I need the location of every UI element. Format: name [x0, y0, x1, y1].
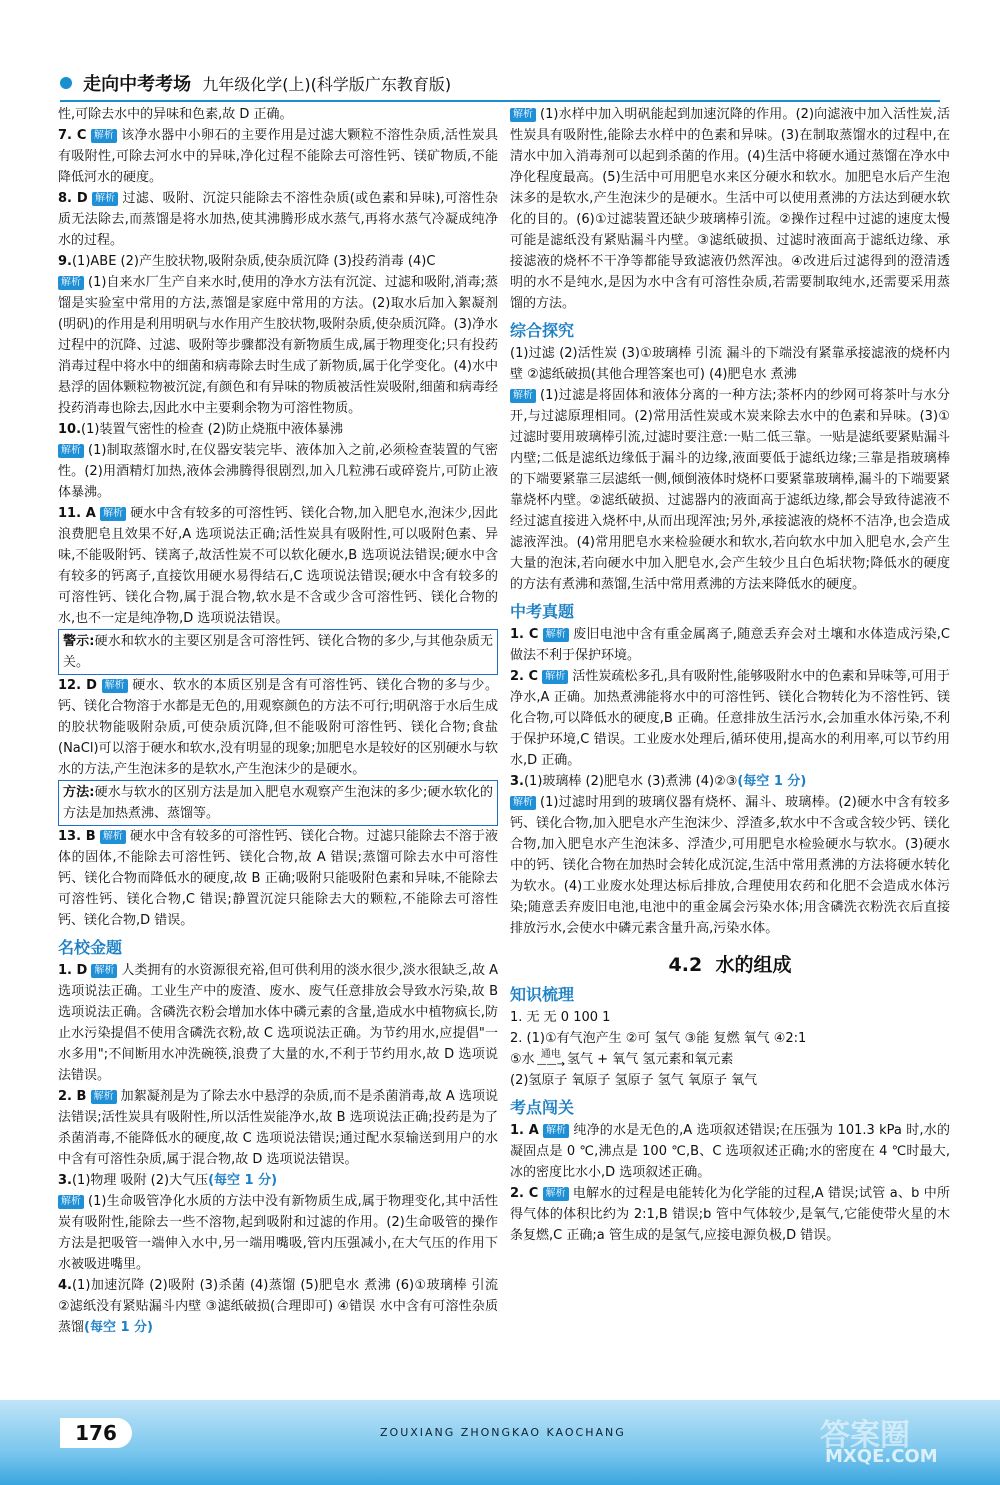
answer-zonghe: (1)过滤 (2)活性炭 (3)①玻璃棒 引流 漏斗的下端没有紧靠承接滤液的烧杯内壁 ②滤纸破损(其他合理答案也可) (4)肥皂水 煮沸	[510, 346, 950, 382]
knowledge-item-2: 2. (1)①有气泡产生 ②可 氢气 ③能 复燃 氧气 ④2:1	[510, 1031, 807, 1046]
analysis-tag: 解析	[543, 628, 569, 642]
analysis-z3: 解析 (1)过滤时用到的玻璃仪器有烧杯、漏斗、玻璃棒。(2)硬水中含有较多钙、镁化合物,加入肥皂水产生泡沫少、浮渣多,软水中不含或含较少钙、镁化合物,加入肥皂水产生泡沫多、浮渣少,可用肥皂水检验硬水与软水。(3)硬水中的钙、镁化合物在加热时会转化成沉淀,生活中常用煮沸的方法将硬水转化为软水。(4)工业废水处理达标后排放,合理使用农药和化肥不会造成水体污染;随意丢弃废旧电池,电池中的重金属会污染水体;用含磷洗衣粉洗衣后直接排放污水,会使水中磷元素含量升高,污染水体。	[510, 795, 950, 936]
answer-continuation: 性,可除去水中的异味和色素,故 D 正确。	[58, 107, 293, 122]
page-header	[60, 70, 490, 100]
answer-item-12: 12. D 解析 硬水、软水的本质区别是含有可溶性钙、镁化合物的多与少。钙、镁化合物溶于水都是无色的,用观察颜色的方法不可行;明矾溶于水后生成的胶状物能吸附杂质,可使杂质沉降,但不能吸附可溶性钙、镁化合物;食盐(NaCl)可以溶于硬水和软水,没有明显的现象;加肥皂水是较好的区别硬水与软水的方法,产生泡沫多的是软水,产生泡沫少的是硬水。	[58, 678, 498, 777]
knowledge-item-equation: ⑤水 通电 ——→ 氢气 + 氧气 氢元素和氧元素	[510, 1048, 734, 1070]
section-heading-zhishi: 知识梳理	[510, 985, 575, 1004]
answer-item-m1: 1. D 解析 人类拥有的水资源很充裕,但可供利用的淡水很少,淡水很缺乏,故 A 选项说法正确。工业生产中的废渣、废水、废气任意排放会导致水污染,故 B 选项说法正确。含磷洗衣粉会增加水体中磷元素的含量,造成水中植物疯长,防止水污染提倡不使用含磷洗衣粉,故 C 选项说法正确。为节约用水,应提倡"一水多用";不间断用水冲洗碗筷,浪费了大量的水,不利于节约用水,故 D 选项说法错误。	[58, 963, 498, 1083]
section-heading-kaodian: 考点闯关	[510, 1098, 575, 1117]
analysis-9: 解析 (1)自来水厂生产自来水时,使用的净水方法有沉淀、过滤和吸附,消毒;蒸馏是实验室中常用的方法,蒸馏是家庭中常用的方法。(2)取水后加入絮凝剂(明矾)的作用是利用明矾与水作用产生胶状物,吸附杂质,使杂质沉降。(3)净水过程中的沉降、过滤、吸附等步骤都没有新物质生成,属于物理变化;只有投药消毒过程中将水中的细菌和病毒除去时生成了新物质,属于化学变化。(4)水中悬浮的固体颗粒物被沉淀,有颜色和有异味的物质被活性炭吸附,细菌和病毒经投药消毒也除去,因此水中主要剩余物为可溶性物质。	[58, 275, 498, 416]
analysis-m3: 解析 (1)生命吸管净化水质的方法中没有新物质生成,属于物理变化,其中活性炭有吸附性,能除去一些不溶物,起到吸附和过滤的作用。(2)生命吸管的操作方法是把吸管一端伸入水中,另一端用嘴吸,管内压强减小,在大气压的作用下水被吸进嘴里。	[58, 1194, 498, 1272]
chapter-heading: 4.2 水的组成	[668, 954, 792, 976]
answer-item-m2: 2. B 解析 加絮凝剂是为了除去水中悬浮的杂质,而不是杀菌消毒,故 A 选项说法错误;活性炭具有吸附性,所以活性炭能净水,故 B 选项说法正确;投药是为了杀菌消毒,不能降低水的硬度,故 C 选项说法错误;通过配水泵输送到用户的水中含有可溶性杂质,属于混合物,故 D 选项说法错误。	[58, 1089, 498, 1167]
analysis-10: 解析 (1)制取蒸馏水时,在仪器安装完毕、液体加入之前,必须检查装置的气密性。(2)用酒精灯加热,液体会沸腾得很剧烈,加入几粒沸石或碎瓷片,可防止液体暴沸。	[58, 443, 498, 500]
answer-item-m4: 4.(1)加速沉降 (2)吸附 (3)杀菌 (4)蒸馏 (5)肥皂水 煮沸 (6)①玻璃棒 引流 ②滤纸没有紧贴漏斗内壁 ③滤纸破损(合理即可) ④错误 水中含有可溶性杂质 蒸馏(每空 1 分)	[58, 1278, 498, 1335]
answer-item-d1: 1. A 解析 纯净的水是无色的,A 选项叙述错误;在压强为 101.3 kPa 时,水的凝固点是 0 ℃,沸点是 100 ℃,B、C 选项叙述正确;水的密度在 4 ℃时最大,冰的密度比水小,D 选项叙述正确。	[510, 1123, 950, 1180]
warning-note: 警示:硬水和软水的主要区别是含可溶性钙、镁化合物的多少,与其他杂质无关。	[58, 629, 498, 675]
page-number: 176	[60, 1418, 132, 1448]
watermark-logo: 答案圈	[820, 1418, 910, 1453]
brand-title: 走向中考考场	[83, 74, 192, 95]
answer-item-7: 7. C 解析 该净水器中小卵石的主要作用是过滤大颗粒不溶性杂质,活性炭具有吸附性,可除去河水中的异味,净化过程不能除去可溶性钙、镁矿物质,不能降低河水的硬度。	[58, 128, 498, 185]
knowledge-item-1: 1. 无 无 0 100 1	[510, 1010, 611, 1025]
section-heading-mingxiao: 名校金题	[58, 938, 123, 957]
answer-item-10: 10.(1)装置气密性的检查 (2)防止烧瓶中液体暴沸	[58, 422, 343, 437]
analysis-tag: 解析	[510, 108, 536, 122]
answer-item-z3: 3.(1)玻璃棒 (2)肥皂水 (3)煮沸 (4)②③(每空 1 分)	[510, 774, 807, 789]
brand-dot-icon	[60, 77, 72, 89]
header-divider	[60, 100, 940, 102]
analysis-m4: 解析 (1)水样中加入明矾能起到加速沉降的作用。(2)向滤液中加入活性炭,活性炭具有吸附性,能除去水样中的色素和异味。(3)在制取蒸馏水的过程中,在清水中加入消毒剂可以起到杀菌的作用。(4)生活中将硬水通过蒸馏在净水中净化程度最高。(5)生活中可用肥皂水来区分硬水和软水。加肥皂水后产生泡沫多的是软水,产生泡沫少的是硬水。生活中可以使用煮沸的方法达到硬水软化的目的。(6)①过滤装置还缺少玻璃棒引流。②操作过程中过滤的速度太慢可能是滤纸没有紧贴漏斗内壁。③滤纸破损、过滤时液面高于滤纸边缘、承接滤液的烧杯不干净等都能导致滤液仍然浑浊。④改进后过滤得到的澄清透明的水不是纯水,是因为水中含有可溶性杂质,若需要制取纯水,还需要采用蒸馏的方法。	[510, 107, 950, 311]
footer-pinyin: ZOUXIANG ZHONGKAO KAOCHANG	[380, 1426, 626, 1439]
answer-item-m3: 3.(1)物理 吸附 (2)大气压(每空 1 分)	[58, 1173, 278, 1188]
reaction-arrow: 通电 ——→	[536, 1048, 566, 1070]
analysis-tag: 解析	[543, 1124, 569, 1138]
answer-item-8: 8. D 解析 过滤、吸附、沉淀只能除去不溶性杂质(或色素和异味),可溶性杂质无法除去,而蒸馏是将水加热,使其沸腾形成水蒸气,再将水蒸气冷凝成纯净水的过程。	[58, 191, 498, 248]
score-note: (每空 1 分)	[737, 774, 807, 789]
analysis-tag: 解析	[542, 670, 568, 684]
analysis-tag: 解析	[91, 1090, 117, 1104]
analysis-zonghe: 解析 (1)过滤是将固体和液体分离的一种方法;茶杯内的纱网可将茶叶与水分开,与过滤原理相同。(2)常用活性炭或木炭来除去水中的色素和异味。(3)①过滤时要用玻璃棒引流,过滤时要注意:一贴二低三靠。一贴是滤纸要紧贴漏斗内壁;二低是滤纸边缘低于漏斗的边缘,液面要低于滤纸边缘;三靠是指玻璃棒的下端要紧靠三层滤纸一侧,倾倒液体时烧杯口要紧靠玻璃棒,漏斗的下端要紧靠烧杯内壁。②滤纸破损、过滤器内的液面高于滤纸边缘,都会导致待滤液不经过滤直接进入烧杯中,从而出现浑浊;另外,承接滤液的烧杯不洁净,也会造成滤液浑浊。(4)常用肥皂水来检验硬水和软水,若向软水中加入肥皂水,会产生大量的泡沫,若向硬水中加入肥皂水,会产生较少且白色垢状物;降低水的硬度的方法有煮沸和蒸馏,生活中常用煮沸的方法来降低水的硬度。	[510, 388, 950, 592]
analysis-tag: 解析	[510, 796, 536, 810]
section-heading-zonghe: 综合探究	[510, 321, 575, 340]
answer-item-13: 13. B 解析 硬水中含有较多的可溶性钙、镁化合物。过滤只能除去不溶于液体的固体,不能除去可溶性钙、镁化合物,故 A 错误;蒸馏可除去水中可溶性钙、镁化合物而降低水的硬度,故 B 正确;吸附只能吸附色素和异味,不能除去可溶性钙、镁化合物,C 错误;静置沉淀只能除去大的颗粒,不能除去可溶性钙、镁化合物,D 错误。	[58, 829, 498, 928]
analysis-tag: 解析	[102, 679, 128, 693]
analysis-tag: 解析	[58, 444, 84, 458]
method-note: 方法:硬水与软水的区别方法是加入肥皂水观察产生泡沫的多少;硬水软化的方法是加热煮沸、蒸馏等。	[58, 780, 498, 826]
watermark-url: MXQE.COM	[825, 1446, 938, 1467]
book-subtitle: 九年级化学(上)(科学版广东教育版)	[202, 74, 452, 94]
analysis-tag: 解析	[58, 276, 84, 290]
answer-item-9: 9.(1)ABE (2)产生胶状物,吸附杂质,使杂质沉降 (3)投药消毒 (4)C	[58, 254, 436, 269]
analysis-tag: 解析	[100, 507, 126, 521]
analysis-tag: 解析	[91, 964, 117, 978]
analysis-tag: 解析	[100, 830, 126, 844]
section-heading-zhongkao: 中考真题	[510, 602, 575, 621]
left-column	[58, 104, 498, 1338]
knowledge-item-atoms: (2)氢原子 氧原子 氢原子 氢气 氧原子 氧气	[510, 1073, 758, 1088]
analysis-tag: 解析	[92, 192, 118, 206]
answer-item-z1: 1. C 解析 废旧电池中含有重金属离子,随意丢弃会对土壤和水体造成污染,C 做法不利于保护环境。	[510, 627, 950, 663]
answer-item-z2: 2. C 解析 活性炭疏松多孔,具有吸附性,能够吸附水中的色素和异味等,可用于净水,A 正确。加热煮沸能将水中的可溶性钙、镁化合物转化为不溶性钙、镁化合物,可以降低水的硬度,B 正确。任意排放生活污水,会加重水体污染,不利于保护环境,C 错误。工业废水处理后,循环使用,提高水的利用率,可以节约用水,D 正确。	[510, 669, 950, 768]
answer-item-d2: 2. C 解析 电解水的过程是电能转化为化学能的过程,A 错误;试管 a、b 中所得气体的体积比约为 2:1,B 错误;b 管中气体较少,是氧气,它能使带火星的木条复燃,C 正确;a 管生成的是氢气,应接电源负极,D 错误。	[510, 1186, 950, 1243]
analysis-tag: 解析	[510, 389, 536, 403]
right-column	[510, 104, 950, 1246]
analysis-tag: 解析	[543, 1187, 569, 1201]
score-note: (每空 1 分)	[84, 1320, 153, 1335]
score-note: (每空 1 分)	[208, 1173, 278, 1188]
analysis-tag: 解析	[58, 1195, 84, 1209]
answer-item-11: 11. A 解析 硬水中含有较多的可溶性钙、镁化合物,加入肥皂水,泡沫少,因此浪费肥皂且效果不好,A 选项说法正确;活性炭具有吸附性,可以吸附色素、异味,不能吸附钙、镁离子,故活性炭不可以软化硬水,B 选项说法错误;硬水中含有较多的钙离子,直接饮用硬水易得结石,C 选项说法错误;硬水中含有较多的可溶性钙、镁化合物,属于混合物,软水是不含或少含可溶性钙、镁化合物的水,也不一定是纯净物,D 选项说法错误。	[58, 506, 499, 626]
analysis-tag: 解析	[91, 129, 117, 143]
